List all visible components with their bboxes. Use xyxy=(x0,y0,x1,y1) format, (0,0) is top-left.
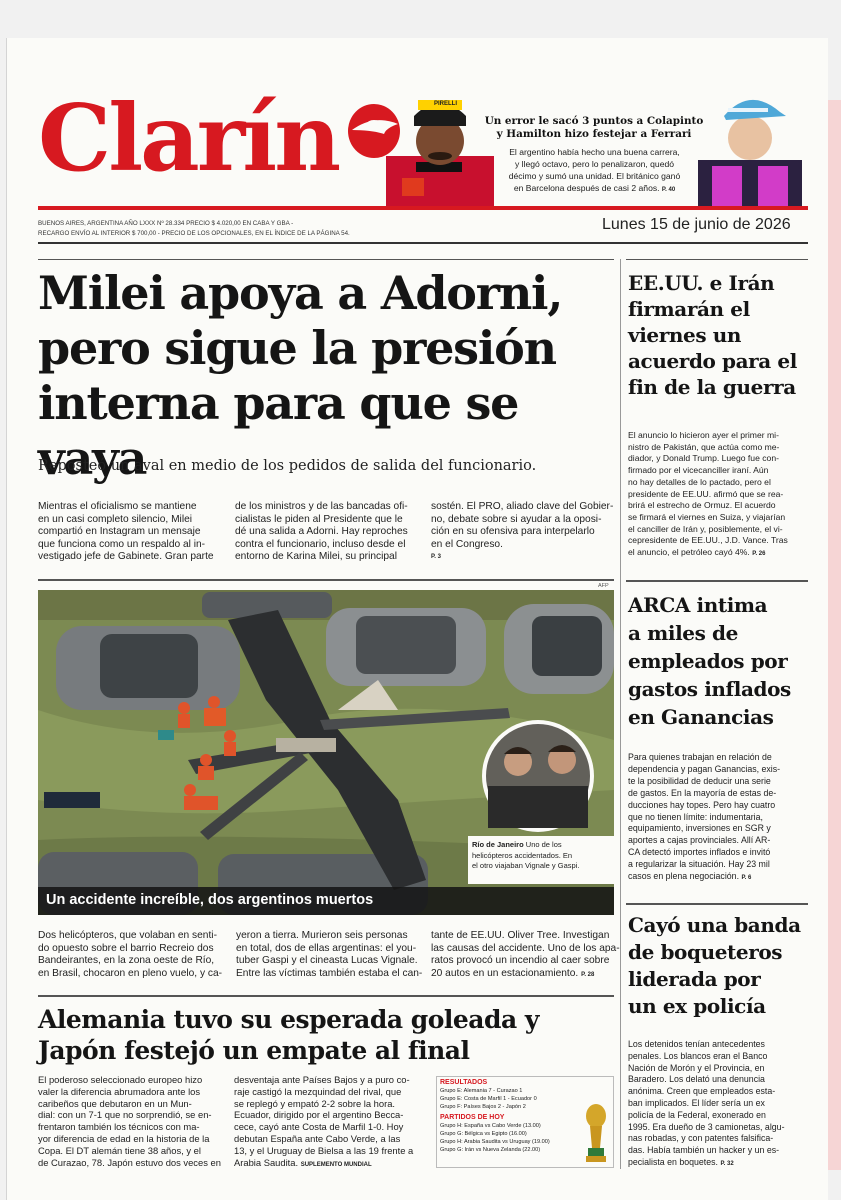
text-line: cialistas le piden al Presidente que le xyxy=(235,513,403,525)
text-line: Para quienes trabajan en relación de xyxy=(628,752,772,762)
text-line: policía de la Federal, exonerado en xyxy=(628,1109,766,1120)
text-line: Ecuador, dirigido por el argentino Becca- xyxy=(234,1109,404,1121)
text-line: en total, dos de ellas argentinas: el you- xyxy=(236,942,417,954)
text-line: Dos helicópteros, que volaban en senti- xyxy=(38,930,217,941)
side1-headline-line: viernes un xyxy=(628,323,742,347)
side3-headline-line: Cayó una banda xyxy=(628,913,801,937)
results-title: RESULTADOS xyxy=(440,1079,488,1086)
promo-text-line: El argentino había hecho una buena carrera, xyxy=(509,147,680,157)
text-line: nistro de Pakistán, que actúa como me- xyxy=(628,441,780,452)
edition-line: BUENOS AIRES, ARGENTINA AÑO LXXX Nº 28.334 PRECIO $ 4.020,00 EN CABA Y GBA - xyxy=(38,220,294,227)
promo-text-line4: en Barcelona después de casi 2 años. xyxy=(513,183,660,193)
promo-title-line: Un error le sacó 3 puntos a Colapinto xyxy=(484,115,704,127)
text-line: yeron a tierra. Murieron seis personas xyxy=(236,930,408,941)
side1-headline xyxy=(628,270,813,400)
text-line: Nación de Morón y el Provincia, en xyxy=(628,1062,765,1073)
worldcup-top-rule xyxy=(38,995,614,997)
photo-top-rule xyxy=(38,579,614,581)
text-line-tail: el anuncio, el petróleo cayó 4%. xyxy=(628,547,750,558)
text-line xyxy=(628,871,812,885)
side3-ref: P. 32 xyxy=(720,1160,734,1167)
text-line: las causas del accidente. Uno de los apa- xyxy=(431,942,620,954)
text-line: a regularizar la situación. Hay 23 mil xyxy=(628,859,770,870)
edition-info xyxy=(38,219,488,238)
side1-top-rule xyxy=(626,259,808,260)
promo-text-line: y llegó octavo, pero lo penalizaron, quedó xyxy=(514,159,675,169)
text-line: ción en su ofensiva para interpelarlo xyxy=(431,526,595,538)
text-line-tail: pecialista en boquetes. xyxy=(628,1156,718,1167)
side3-headline xyxy=(628,912,813,1020)
text-line: desventaja ante Países Bajos y a puro co- xyxy=(234,1074,410,1085)
promo-text xyxy=(492,146,697,196)
side3-headline-line: un ex policía xyxy=(628,994,766,1018)
text-line: en el Congreso. xyxy=(431,538,503,550)
worldcup-col-2 xyxy=(234,1074,428,1171)
side1-headline-line: fin de la guerra xyxy=(628,375,796,399)
promo-title-line: y Hamilton hizo festejar a Ferrari xyxy=(496,128,692,140)
photo-caption xyxy=(472,840,612,872)
text-line: cepresidente de EE.UU., J.D. Vance. Tras xyxy=(628,535,788,546)
text-line: de Curazao, 78. Japón estuvo dos veces en xyxy=(38,1156,221,1168)
masthead-red-rule xyxy=(38,206,808,210)
promo-ref: P. 40 xyxy=(661,187,676,193)
text-line: 1995. Era dueño de 3 camionetas, algu- xyxy=(628,1121,785,1132)
text-line: dependencia y pagan Ganancias, exis- xyxy=(628,763,781,774)
side2-body xyxy=(628,752,812,885)
text-line: caribeños que debutaron en un Mun- xyxy=(38,1097,192,1109)
caption-line: el otro viajaban Vignale y Gaspi. xyxy=(472,861,580,871)
cap-logo: PIRELLI xyxy=(434,101,458,107)
text-line: de los ministros y de las bancadas ofi- xyxy=(235,501,408,512)
text-line: penales. Los blancos eran el Banco xyxy=(628,1050,768,1061)
photo-banner-text: Un accidente increíble, dos argentinos muertos xyxy=(46,892,374,908)
text-line: equipamiento, inversiones en SGR y xyxy=(628,823,771,834)
text-line: Mientras el oficialismo se mantiene xyxy=(38,501,197,512)
match-row: Grupo G: Bélgica vs Egipto (16.00) xyxy=(440,1131,527,1137)
text-line: ducciones hay topes. Pero hay cuatro xyxy=(628,799,776,810)
text-line: das. Había también un hacker y un es- xyxy=(628,1145,780,1156)
text-line-tail: Arabia Saudita. xyxy=(234,1156,299,1168)
text-line: compartió en Instagram un mensaje xyxy=(38,526,201,538)
sidebar-divider xyxy=(620,259,621,1169)
side2-headline-line: en Ganancias xyxy=(628,705,774,729)
text-line: frentaron también los técnicos con ma- xyxy=(38,1121,200,1133)
text-line: no hay detalles de lo pactado, pero el xyxy=(628,476,771,487)
text-line: Copa. El DT alemán tiene 38 años, y el xyxy=(38,1144,201,1156)
edition-line: RECARGO ENVÍO AL INTERIOR $ 700,00 - PRECIO DE LOS OPCIONALES, EN EL ÍNDICE DE LA PÁGINA 54. xyxy=(38,229,350,237)
browser-top-strip xyxy=(0,0,841,38)
promo-title xyxy=(484,115,704,141)
supplement-ref: SUPLEMENTO MUNDIAL xyxy=(300,1161,372,1168)
promo-text-line xyxy=(492,182,697,196)
side3-top-rule xyxy=(626,903,808,905)
clarin-logo: Clarín xyxy=(38,84,339,192)
text-line: en un casi completo silencio, Milei xyxy=(38,513,193,525)
worldcup-headline xyxy=(38,1004,618,1066)
side2-headline xyxy=(628,591,813,731)
side2-headline-line: ARCA intima xyxy=(628,593,768,617)
lead-col-3 xyxy=(431,501,616,564)
text-line: que no tienen límite: indumentaria, xyxy=(628,811,763,822)
today-title: PARTIDOS DE HOY xyxy=(440,1114,505,1121)
lead-top-rule xyxy=(38,259,614,260)
match-row: Grupo G: Irán vs Nueva Zelanda (22.00) xyxy=(440,1147,541,1153)
side2-top-rule xyxy=(626,580,808,582)
text-line: debutan España ante Cabo Verde, a las xyxy=(234,1132,401,1144)
caption-line xyxy=(472,840,612,851)
text-line: anónima. Creen que empleados esta- xyxy=(628,1086,776,1097)
text-line xyxy=(431,968,621,982)
text-line xyxy=(234,1157,428,1172)
edition-date: Lunes 15 de junio de 2026 xyxy=(602,216,791,233)
text-line-tail: casos en plena negociación. xyxy=(628,871,740,882)
text-line: tante de EE.UU. Oliver Tree. Investigan xyxy=(431,930,610,941)
text-line: tuber Gaspi y el cineasta Lucas Vignale. xyxy=(236,955,418,967)
text-line: que funciona como un respaldo al in- xyxy=(38,538,206,550)
text-line: se replegó y empató 2-2 sobre la hora. xyxy=(234,1097,396,1109)
result-row: Grupo F: Países Bajos 2 - Japón 2 xyxy=(440,1104,526,1110)
caption-title: Río de Janeiro xyxy=(472,840,524,849)
text-line: dial: con un 7-1 que no sorprendió, se en- xyxy=(38,1109,212,1121)
text-line xyxy=(628,547,812,561)
accident-col-3 xyxy=(431,930,621,981)
text-line: de gastos. En la mayoría de estas de- xyxy=(628,787,777,798)
text-line: Baradero. Los delató una denuncia xyxy=(628,1074,765,1085)
lead-subhead: Reposteó un aval en medio de los pedidos de salida del funcionario. xyxy=(38,458,537,474)
match-row: Grupo H: España vs Cabo Verde (13.00) xyxy=(440,1123,541,1129)
text-line: nas robadas, y con patentes falsifica- xyxy=(628,1133,774,1144)
text-line: el canciller de Irán y, posiblemente, el vi- xyxy=(628,523,783,534)
text-line: Los detenidos tenían antecedentes xyxy=(628,1039,765,1049)
text-line: en Brasil, chocaron en pleno vuelo, y ca- xyxy=(38,967,223,979)
accident-col-2 xyxy=(236,930,426,980)
result-row: Grupo E: Alemania 7 - Curazao 1 xyxy=(440,1088,523,1094)
side3-headline-line: liderada por xyxy=(628,967,761,991)
text-line: vestigado jefe de Gabinete. Gran parte xyxy=(38,551,214,563)
text-line: te la posibilidad de deducir una serie xyxy=(628,775,771,786)
text-line: diador, y Donald Trump. Luego fue con- xyxy=(628,453,779,464)
side1-headline-line: acuerdo para el xyxy=(628,349,797,373)
side1-headline-line: EE.UU. e Irán xyxy=(628,271,775,295)
text-line: El anuncio lo hicieron ayer el primer mi- xyxy=(628,430,779,440)
caption-line-1: Uno de los xyxy=(525,840,562,849)
result-row: Grupo E: Costa de Marfil 1 - Ecuador 0 xyxy=(440,1096,537,1102)
worldcup-headline-line: Alemania tuvo su esperada goleada y xyxy=(38,1005,539,1034)
text-line: dé una salida a Adorni. Hay reproches xyxy=(235,526,408,538)
colapinto-photo xyxy=(692,86,808,206)
text-line: CA detectó importes inflados e invitó xyxy=(628,847,771,858)
accident-col-1 xyxy=(38,930,228,980)
text-line: aportes a cajas provinciales. Allí AR- xyxy=(628,835,771,846)
lead-headline-line: Milei apoya a Adorni, xyxy=(38,266,563,320)
text-line-tail: 20 autos en un estacionamiento. xyxy=(431,967,579,979)
text-line: cece, cayó ante Costa de Marfil 1-0. Hoy xyxy=(234,1121,404,1133)
text-line: no, debate sobre si ayudar a la oposi- xyxy=(431,513,602,525)
lead-headline-line: interna para que se vaya xyxy=(38,376,519,485)
lead-col-2 xyxy=(235,501,420,564)
text-line: ratos provocó un incendio al caer sobre xyxy=(431,955,610,967)
side2-headline-line: empleados por xyxy=(628,649,788,673)
text-line: se firmará el viernes en Suiza, y viajarían xyxy=(628,511,786,522)
text-line: sostén. El PRO, aliado clave del Gobier- xyxy=(431,501,614,512)
text-line: valer la diferencia abrumadora ante los xyxy=(38,1085,201,1097)
side3-headline-line: de boqueteros xyxy=(628,940,783,964)
side1-body xyxy=(628,430,812,561)
lead-headline-line: pero sigue la presión xyxy=(38,321,556,375)
world-cup-trophy-icon xyxy=(582,1102,610,1166)
text-line: contra el funcionario, incluso desde el xyxy=(235,538,406,550)
text-line: Entre las víctimas también estaba el can- xyxy=(236,967,423,979)
side2-headline-line: a miles de xyxy=(628,621,738,645)
text-line xyxy=(628,1157,812,1171)
text-line: do opuesto sobre el barrio Recreio dos xyxy=(38,942,214,954)
text-line: firmado por el vicecanciller iraní. Aún xyxy=(628,465,769,476)
side3-body xyxy=(628,1039,812,1171)
worldcup-col-1 xyxy=(38,1074,228,1168)
text-line: brirá el estrecho de Ormuz. El acuerdo xyxy=(628,500,776,511)
photo-credit: AFP xyxy=(598,583,609,589)
text-line: presidente de EE.UU. afirmó que se rea- xyxy=(628,488,784,499)
worldcup-headline-line: Japón festejó un empate al final xyxy=(38,1036,470,1065)
text-line: yor diferencia de edad en la historia de la xyxy=(38,1132,210,1144)
side1-headline-line: firmarán el xyxy=(628,297,750,321)
results-list xyxy=(440,1079,580,1154)
text-line: raje castigó la mezquindad del rival, que xyxy=(234,1085,402,1097)
text-line: El poderoso seleccionado europeo hizo xyxy=(38,1074,203,1085)
lead-col-1 xyxy=(38,501,223,564)
text-line: Bandeirantes, en la zona oeste de Río, xyxy=(38,955,215,967)
text-line: entorno de Karina Milei, su principal xyxy=(235,551,397,563)
text-line: ban implicados. El líder sería un ex xyxy=(628,1097,765,1108)
accident-ref: P. 28 xyxy=(581,971,595,978)
promo-text-line: décimo y sumó una unidad. El británico ganó xyxy=(508,171,681,181)
caption-line: helicópteros accidentados. En xyxy=(472,850,573,860)
page-edge xyxy=(828,100,841,1170)
side1-ref: P. 26 xyxy=(752,551,766,558)
lead-ref: P. 3 xyxy=(431,554,441,561)
lead-headline xyxy=(38,266,618,486)
side2-ref: P. 6 xyxy=(741,875,752,882)
side2-headline-line: gastos inflados xyxy=(628,677,791,701)
match-row: Grupo H: Arabia Saudita vs Uruguay (19.00) xyxy=(440,1139,550,1145)
text-line: 13, y el Uruguay de Bielsa a las 19 frente a xyxy=(234,1144,414,1156)
masthead-rule xyxy=(38,242,808,244)
